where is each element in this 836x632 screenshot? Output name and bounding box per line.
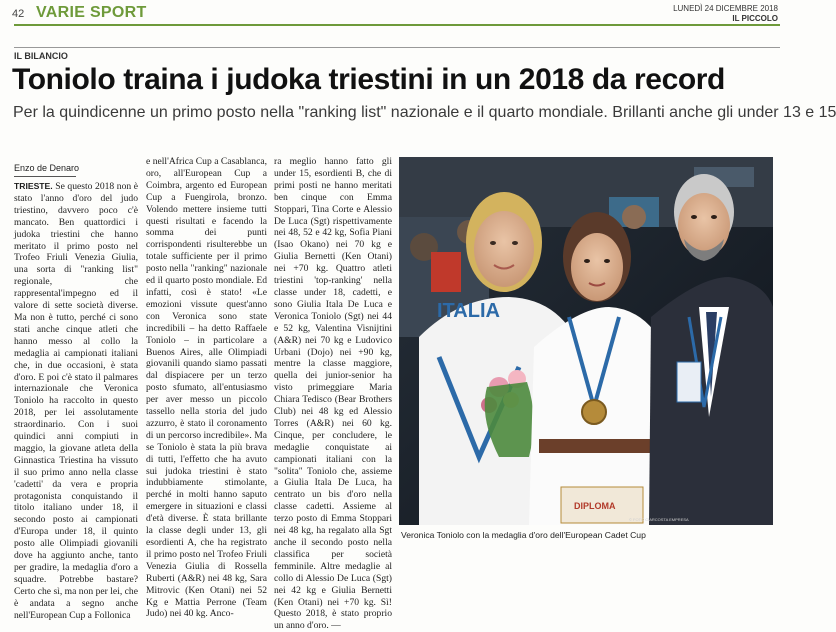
issue-date: LUNEDÌ 24 DICEMBRE 2018: [673, 4, 778, 13]
column-1-text: Se questo 2018 non è stato l'anno d'oro del judo triestino, davvero poco c'è mancato. Ben quattordici i judoka triestini che hanno meritato il primo posto nel Trofeo Friuli Venezia Giulia, una sorta di "ranking list" regionale, che rappresental'impegno ed il valore di sette società diverse. Ma non è tutto, perché ci sono stati anche cinque atleti che hanno messo al collo la medaglia ai campionati italiani che, in due occasioni, è stata d'oro. E poi c'è stato il palmares internazionale che Veronica Toniolo ha raccolto in questo 2018, per lei assolutamente straordinario. Con i suoi quindici anni compiuti in maggio, la giovane atleta della Ginnastica Triestina ha vissuto il suo primo anno nella classe 'cadetti' da vera e propria protagonista conquistando il titolo italiano under 18, il secondo posto ai campionati d'Europa under 18, il quinto posto alle Olimpiadi giovanili dove ha aggiunto anche, tanto per gradire, la medaglia d'oro a squadre. Potrebbe bastare? Certo che sì, ma non per lei, che è andata a segno anche nell'European Cup a Follonica: [14, 181, 138, 621]
article-photo: [399, 157, 773, 525]
column-2-text: e nell'Africa Cup a Casablanca, oro, all'European Cup a Coimbra, argento ed European Cup a Fuengirola, bronzo. Volendo mettere insieme tutti questi risultati e facendo la somma dei punti corrispondenti risulterebbe un totale sufficiente per il primo posto nella "ranking" nazionale ed il quarto posto mondiale. Ed infatti, così è stato! «Le emozioni vissute quest'anno con Veronica sono state incredibili – ha detto Raffaele Toniolo – in particolare a Buenos Aires, alle Olimpiadi giovanili quando siamo passati dal dispiacere per un terzo posto sfumato, all'entusiasmo per aver messo un piccolo tassello nella storia del judo azzurro, è stato il coronamento di un percorso incredibile». Ma se Toniolo è stata la più brava di tutti, l'effetto che ha avuto sui judoka triestini è stato indubbiamente stimolante, perché in molti hanno saputo emergere in situazioni e classi d'età diverse. È stata brillante la classe degli under 13, gli esordienti A, che ha registrato il primo posto nel Trofeo Friuli Venezia Giulia di Rossella Ruberti (A&R) nei 48 kg, Sara Mitrovic (Ken Otani) nei 52 Kg e Mattia Perrone (Team Judo) nei 40 kg. Anco-: [146, 156, 267, 620]
article-title: Toniolo traina i judoka triestini in un 2018 da record: [12, 63, 725, 96]
page-number: 42: [12, 8, 25, 20]
article-column-3: [274, 156, 392, 632]
byline: Enzo de Denaro: [14, 163, 80, 173]
shirt-text: ITALIA: [437, 300, 500, 322]
article-column-2: [146, 156, 267, 620]
photo-caption: Veronica Toniolo con la medaglia d'oro dell'European Cadet Cup: [401, 530, 646, 540]
article-column-1: [14, 181, 138, 621]
column-3-text: ra meglio hanno fatto gli under 15, esordienti B, che di primi posti ne hanno meritati ben cinque con Emma Stoppari, Tina Corte e Alessio De Luca (Sgt) rispettivamente nei 48, 52 e 42 kg, Sofia Piani (Isao Okano) nei 70 kg e Giulia Bernetti (Ken Otani) nei +70 kg. Quattro atleti triestini 'top-ranking' nella classe under 18, cadetti, e sono Giulia Itala De Luca e Veronica Toniolo (Sgt) nei 44 e 52 kg, Valentina Visnijtini (A&R) nei 70 kg e Ludovico Urbani (Dojo) nei +90 kg, mentre la classe maggiore, quella dei junior-senior ha visto primeggiare Maria Chiara Tedisco (Bear Brothers Club) nei 48 kg ed Alessio Torres (A&R) nei 60 kg. Cinque, per concludere, le medaglie conquistate ai campionati italiani con la "solita" Toniolo che, assieme a Giulia Itala De Luca, ha centrato un bis d'oro nella classe cadetti. Assieme al terzo posto di Emma Stoppari nei 48 kg, ha regalato alla Sgt anche il secondo posto nella classifica per società femminile. Altre medaglie al collo di Alessio De Luca (Sgt) nei 42 kg e Giulia Bernetti (Ken Otani) nei +70 kg. Sì! Questo 2018, è stato proprio un anno d'oro. —: [274, 156, 392, 632]
kicker-rule: [14, 47, 780, 48]
article-subtitle: Per la quindicenne un primo posto nella "ranking list" nazionale e il quarto mondiale. Brillanti anche gli under 13 e 15: [13, 104, 836, 121]
article-kicker: IL BILANCIO: [14, 51, 68, 61]
dateline: TRIESTE.: [14, 181, 53, 191]
newspaper-name: IL PICCOLO: [732, 14, 778, 23]
diploma-text: DIPLOMA: [574, 501, 616, 511]
byline-rule: [14, 176, 76, 177]
photo-credit: © FOTO CIARCOSTA EMPRESA: [629, 517, 689, 522]
section-title: VARIE SPORT: [36, 4, 147, 21]
header-rule: [14, 24, 780, 26]
